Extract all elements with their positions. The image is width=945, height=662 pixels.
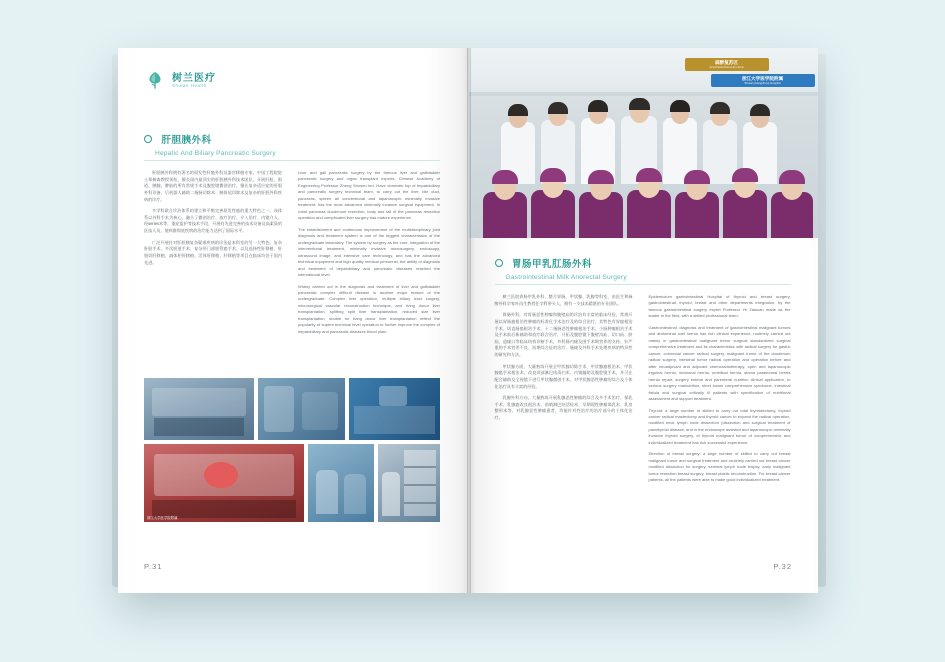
paragraph-en-2: The establishment and continuous improvement of the multidisciplinary joint diagnosis and treatment system is one of the biggest characteristics of the undergraduate laboratory. The system by surgery as the core, integration of the interventional treatment, minimally invasive microsurgery, endoscopy, ultrasound image, and intensive care technology, and has the advanced technical equipment and high quality medical personnel, the ability of diagnosis and treatment of hepatobiliary and pancreatic diseases reached the international level. xyxy=(298,226,440,278)
paragraph-en-1: Epidemiolum gastrointestinal Hospital of thyroid and breast surgery, gastrointestinal, thyroid, breast and other departments integration, by the famous gastrointestinal surgery expert Professor Ye Zaisuan made as the leader in the field, with a skilled professional team. xyxy=(648,294,791,319)
body-text-en-left xyxy=(298,170,440,340)
page-number-left: P.31 xyxy=(144,562,163,571)
body-text-cn-left xyxy=(144,170,282,271)
body-text-en-right xyxy=(649,294,791,489)
circle-bullet-icon xyxy=(144,135,152,143)
section-header-right xyxy=(495,254,791,285)
paragraph-cn-2: 胃肠外科，对胃肠恶性肿瘤和腹壁疝的诊治有丰富的临床经验，常规开展以胃肠癌根治性肿瘤的标准化手术治疗及的综合治疗，其特色有胃癌根治手术、切直肠癌根治手术、十二指肠恶性肿瘤根治手术、小肠肿瘤根治手术及手术前后新辅助和放疗联合治疗，开拓及腹腔镜下腹壁沟疝、切口疝、脐疝、造瘘口等临床结构诊断手术，外科肠内瘘及围手术期营养的支持、针严重的手术营养不良、短期综合征的治疗、肠瘘及外科手术处理疾病的特异性的研究和方法。 xyxy=(494,312,633,357)
laboratory-shelf-photo xyxy=(378,444,440,522)
banner-anesthesia-recovery xyxy=(685,58,769,71)
section-title-cn-right: 胃肠甲乳肛肠外科 xyxy=(511,258,592,270)
paragraph-cn-3: 甲状腺方面，大量熟练开展全甲状腺切除手术、甲状腺癌根治术、甲状腺癌手术根治术、改良颈部淋巴结清扫术、内镜辅助及腹腔镜手术，并可在配合辅助及全视镜下进行甲状腺微创手术。对甲状腺恶性肿瘤的综合及个体化治疗具有丰富的经验。 xyxy=(494,363,633,389)
banner-text-cn: 麻醉复苏区 xyxy=(715,60,738,65)
medical-team-photo xyxy=(469,48,819,238)
tree-icon xyxy=(144,70,166,92)
paragraph-en-3: Widely carried out in the diagnosis and treatment of liver and gallbladder pancreatic complex difficult disease is another major feature of the undergraduate. Complex liver operation, multiple biliary tract surgery, microsurgical vascular reconstruction technique, and living donor liver transplantation, splitting split liver transplantation, reduced size liver transplantation, double for living donor liver transplantation reflect the popularity of superb technical level operation to further improve the complex of hepatobiliary and pancreatic diseases blood plain. xyxy=(298,283,440,334)
paragraph-en-1: Liver and gall pancreatic surgery by the famous liver and gallbladder pancreatic surgery and organ transplant experts. Chinese Academy of Engineering Professor Zheng Shusen led. Have domestic top of hepatobiliary and pancreatic surgery technical team, to carry out the liver, bile duct, pancreas, spleen all conventional and laparoscopic minimally invasive treatment, has the most advanced minimally invasive surgical equipment. In robot pancreas duodenum resection, body and tail of the pancreas resection operation and complicated liver surgery has mature experience. xyxy=(298,170,440,221)
group-ceremony-photo xyxy=(349,378,440,440)
logo-name-cn: 树兰医疗 xyxy=(172,72,216,84)
logo-name-en: Shulan Health xyxy=(172,83,207,88)
paragraph-cn-3: 广泛开展针对肝胆胰复杂疑难疾病的诊治是本科室的另一大特色。复杂肝胆手术、多次胆道手术、复杂肝门部胆管癌手术、以及选择性肝移植、肝胆切肝移植、减体积肝移植、活体肝移植、肝移植等项目在临床均处于国内先进。 xyxy=(144,239,282,265)
open-brochure xyxy=(118,48,818,593)
banner2-text-en: Shulan (Hangzhou) Hospital xyxy=(744,80,781,85)
banner-hospital-name xyxy=(711,74,815,87)
paragraph-cn-4: 乳腺外科方向，大量熟练开展乳腺恶性肿瘤的综合及多手术治疗、保乳手术、乳腺癌改良根治术、前哨淋巴结活检术、早期现性肿瘤保乳术、乳房整形术等。对乳腺恶性肿瘤患者，均能针对性治疗的治疗部分的个体化治疗。 xyxy=(494,395,633,420)
body-text-cn-right xyxy=(495,294,633,427)
paragraph-cn-2: 多学科联合诊治体系的建立和平衡完善原发性癌的重大特色之一。该体系以外科手术为核心，融合了微创治疗、放疗治疗、介入治疗、内镜介入、经series术等，重症监护等技术手段，开展有先进完善的技术设备及高素质的医技人员，使病群彻底疾病的治疗能力达到了国际水平。 xyxy=(144,208,282,233)
paragraph-cn-1: 树兰医院胃肠甲乳外科、整合胃肠、甲状腺、乳腺等科室，由医生和麻醉外科学家叶再生教授任学科带头人，拥有一支技术精湛的专业团队。 xyxy=(494,294,633,306)
paragraph-en-4: Direction of breast surgery: a large number of skilled to carry out breast malignant tumor and surgical treatment and routinely carried out breast cancer modified dissection for surgery, seminal lymph node biopsy, early malignant tumor resection breast surgery, breast plastic reconstruction. For breast cancer patients, all the patients were able to make good individualized treatment. xyxy=(648,451,791,483)
paragraph-en-3: Thyroid: a large number of skilled to carry out total thyroidectomy, thyroid cancer radical mastectomy and thyroid cancer to expand the radical operation, modified neck lymph node dissection (dissection and surgical treatment of parathyroid disease, and in the endoscope assisted and laparoscopic minimally invasive thyroid surgery, of thyroid malignant tumor of comprehensive and individualized treatment has rich successful experience. xyxy=(648,407,791,445)
section-header-left xyxy=(144,130,440,161)
section-title-en-right: Gastrointestinal Milk Anorectal Surgery xyxy=(505,274,627,281)
award-ceremony-photo xyxy=(144,378,254,440)
brand-logo xyxy=(144,70,216,92)
page-number-right: P.32 xyxy=(773,562,792,571)
section-divider-right xyxy=(495,284,791,285)
banner-text-en: Anesthesia Recovery Area xyxy=(709,64,744,69)
section-title-cn: 肝胆胰外科 xyxy=(161,134,212,146)
photo-caption: 浙江大学医学院附属 xyxy=(147,516,178,520)
doctor-patient-photo xyxy=(308,444,374,522)
brochure-page-left xyxy=(118,48,469,593)
paragraph-en-2: Gastrointestinal: diagnosis and treatment of gastrointestinal malignant tumors and abdominal wall hernia has rich clinical experience, routinely carried out mainly in gastrointestinal malignant tumor surgical standardized surgical comprehensive treatment and its characteristics with radical surgery for gastric cancer, colorectal cancer radical surgery, malignant tumor of the duodenum radical surgery, intestinal tumor radical operation and operation before and after neoadjuvant and adjuvant chemoradiotherapy, open and laparoscopic inguinal hernia, incisional hernia, umbilical hernia, stoma parastomal hernia hernia repair; surgery enteral and parenteral nutrition clinical application, to serious surgery malnutrition, short bowel comprehensive syndrome, intestinal fistula and surgical critically ill patients with specification of nutritional assessment and support treatment. xyxy=(648,324,791,402)
ceremony-red-photo xyxy=(144,444,304,522)
paragraph-cn-1: 肝胆胰外科拥有著名的原发性肝癌外科及器官移植专家。中国工程院院士郑树森教授领衔，擅长国内最顶尖的肝胆胰外科技术团队，开展肝脏、胆道、胰腺、脾脏的所有常规手术及腹腔镜微创治疗，擅长复杂适应症的肝胆外科设备、后机器人辅助二指肠切除术、胰体尾切除术及复杂的肝胆外科疾病的诊疗。 xyxy=(144,170,282,202)
circle-bullet-icon xyxy=(495,259,503,267)
section-divider xyxy=(144,160,440,161)
operating-room-photo xyxy=(258,378,345,440)
brochure-page-right xyxy=(469,48,819,593)
banner2-text-cn: 浙江大学医学院附属 xyxy=(741,76,784,81)
page-stack-right xyxy=(818,54,826,587)
section-title-en: Hepatic And Biliary Pancreatic Surgery xyxy=(155,150,276,157)
